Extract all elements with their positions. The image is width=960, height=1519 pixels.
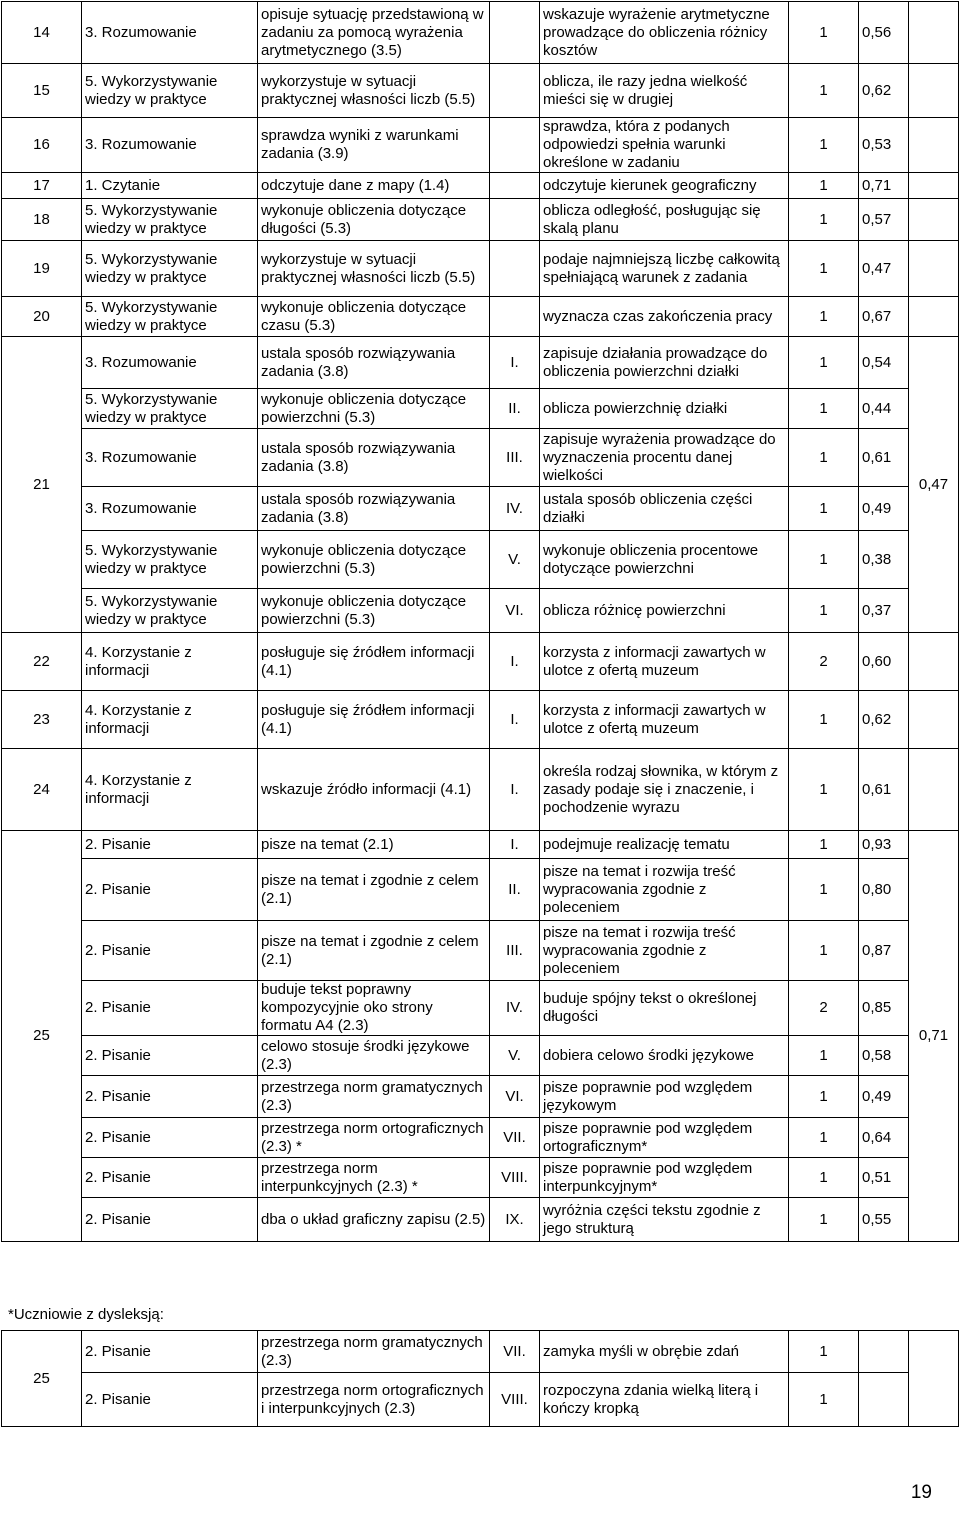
points-cell: 1 — [789, 389, 859, 429]
ease-index-cell: 0,58 — [859, 1036, 909, 1076]
points-cell: 1 — [789, 487, 859, 531]
step-cell: III. — [490, 429, 540, 487]
general-requirement-cell: wykorzystuje w sytuacji praktycznej własności liczb (5.5) — [258, 241, 490, 297]
specific-requirement-cell: korzysta z informacji zawartych w ulotce z ofertą muzeum — [540, 691, 789, 749]
general-requirement-cell: dba o układ graficzny zapisu (2.5) — [258, 1198, 490, 1242]
step-cell: I. — [490, 831, 540, 859]
step-cell — [490, 118, 540, 173]
step-cell: I. — [490, 633, 540, 691]
skill-area-cell: 5. Wykorzystywanie wiedzy w praktyce — [82, 241, 258, 297]
skill-area-cell: 3. Rozumowanie — [82, 487, 258, 531]
step-cell: I. — [490, 691, 540, 749]
table-row — [2, 118, 959, 173]
task-number-cell: 25 — [2, 831, 82, 1242]
step-cell: IV. — [490, 487, 540, 531]
general-requirement-cell: przestrzega norm ortograficznych (2.3) * — [258, 1118, 490, 1158]
ease-index-cell: 0,47 — [859, 241, 909, 297]
ease-index-cell: 0,87 — [859, 921, 909, 981]
points-cell: 1 — [789, 691, 859, 749]
points-cell: 1 — [789, 429, 859, 487]
general-requirement-cell: celowo stosuje środki językowe (2.3) — [258, 1036, 490, 1076]
general-requirement-cell: wykonuje obliczenia dotyczące powierzchni (5.3) — [258, 589, 490, 633]
step-cell: IX. — [490, 1198, 540, 1242]
general-requirement-cell: wykonuje obliczenia dotyczące długości (5.3) — [258, 199, 490, 241]
skill-area-cell: 2. Pisanie — [82, 831, 258, 859]
specific-requirement-cell: zamyka myśli w obrębie zdań — [540, 1331, 789, 1373]
task-number-cell: 19 — [2, 241, 82, 297]
ease-index-cell: 0,49 — [859, 1076, 909, 1118]
step-cell: II. — [490, 859, 540, 921]
table-row — [2, 1036, 959, 1076]
table-row — [2, 389, 959, 429]
table-row — [2, 199, 959, 241]
ease-index-cell: 0,44 — [859, 389, 909, 429]
specific-requirement-cell: oblicza różnicę powierzchni — [540, 589, 789, 633]
general-requirement-cell: przestrzega norm gramatycznych (2.3) — [258, 1076, 490, 1118]
skill-area-cell: 5. Wykorzystywanie wiedzy w praktyce — [82, 64, 258, 118]
table-row — [2, 981, 959, 1036]
specific-requirement-cell: wyróżnia części tekstu zgodnie z jego strukturą — [540, 1198, 789, 1242]
task-ease-total-cell — [909, 1331, 959, 1427]
specific-requirement-cell: określa rodzaj słownika, w którym z zasady podaje się i znaczenie, i pochodzenie wyrazu — [540, 749, 789, 831]
specific-requirement-cell: sprawdza, która z podanych odpowiedzi spełnia warunki określone w zadaniu — [540, 118, 789, 173]
table-row — [2, 633, 959, 691]
points-cell: 1 — [789, 241, 859, 297]
specific-requirement-cell: ustala sposób obliczenia części działki — [540, 487, 789, 531]
task-ease-total-cell — [909, 749, 959, 831]
ease-index-cell: 0,64 — [859, 1118, 909, 1158]
dyslexia-note: *Uczniowie z dysleksją: — [8, 1306, 164, 1323]
ease-index-cell: 0,61 — [859, 429, 909, 487]
task-ease-total-cell — [909, 691, 959, 749]
skill-area-cell: 5. Wykorzystywanie wiedzy w praktyce — [82, 589, 258, 633]
specific-requirement-cell: zapisuje działania prowadzące do obliczenia powierzchni działki — [540, 337, 789, 389]
ease-index-cell: 0,62 — [859, 64, 909, 118]
ease-index-cell: 0,71 — [859, 173, 909, 199]
skill-area-cell: 2. Pisanie — [82, 921, 258, 981]
skill-area-cell: 2. Pisanie — [82, 1076, 258, 1118]
ease-index-cell — [859, 1331, 909, 1373]
ease-index-cell: 0,55 — [859, 1198, 909, 1242]
points-cell: 1 — [789, 118, 859, 173]
ease-index-cell: 0,67 — [859, 297, 909, 337]
specific-requirement-cell: korzysta z informacji zawartych w ulotce z ofertą muzeum — [540, 633, 789, 691]
table-row — [2, 921, 959, 981]
skill-area-cell: 5. Wykorzystywanie wiedzy w praktyce — [82, 297, 258, 337]
skill-area-cell: 2. Pisanie — [82, 1331, 258, 1373]
ease-index-cell: 0,61 — [859, 749, 909, 831]
skill-area-cell: 3. Rozumowanie — [82, 2, 258, 64]
task-ease-total-cell: 0,71 — [909, 831, 959, 1242]
general-requirement-cell: posługuje się źródłem informacji (4.1) — [258, 633, 490, 691]
general-requirement-cell: przestrzega norm ortograficznych i interpunkcyjnych (2.3) — [258, 1373, 490, 1427]
general-requirement-cell: posługuje się źródłem informacji (4.1) — [258, 691, 490, 749]
skill-area-cell: 2. Pisanie — [82, 1373, 258, 1427]
points-cell: 1 — [789, 1118, 859, 1158]
general-requirement-cell: wykonuje obliczenia dotyczące powierzchni (5.3) — [258, 389, 490, 429]
task-number-cell: 21 — [2, 337, 82, 633]
table-row — [2, 859, 959, 921]
skill-area-cell: 2. Pisanie — [82, 1036, 258, 1076]
ease-index-cell: 0,54 — [859, 337, 909, 389]
specific-requirement-cell: pisze na temat i rozwija treść wypracowania zgodnie z poleceniem — [540, 859, 789, 921]
general-requirement-cell: wykorzystuje w sytuacji praktycznej własności liczb (5.5) — [258, 64, 490, 118]
table-row — [2, 1118, 959, 1158]
step-cell — [490, 64, 540, 118]
table-row — [2, 589, 959, 633]
points-cell: 1 — [789, 531, 859, 589]
step-cell — [490, 173, 540, 199]
points-cell: 2 — [789, 981, 859, 1036]
points-cell: 1 — [789, 2, 859, 64]
general-requirement-cell: pisze na temat i zgodnie z celem (2.1) — [258, 859, 490, 921]
page-number: 19 — [910, 1482, 932, 1503]
skill-area-cell: 3. Rozumowanie — [82, 337, 258, 389]
task-number-cell: 14 — [2, 2, 82, 64]
skill-area-cell: 2. Pisanie — [82, 1198, 258, 1242]
step-cell — [490, 199, 540, 241]
skill-area-cell: 4. Korzystanie z informacji — [82, 749, 258, 831]
step-cell: I. — [490, 337, 540, 389]
general-requirement-cell: ustala sposób rozwiązywania zadania (3.8) — [258, 337, 490, 389]
ease-index-cell: 0,38 — [859, 531, 909, 589]
task-ease-total-cell — [909, 297, 959, 337]
general-requirement-cell: ustala sposób rozwiązywania zadania (3.8) — [258, 487, 490, 531]
skill-area-cell: 5. Wykorzystywanie wiedzy w praktyce — [82, 199, 258, 241]
skill-area-cell: 1. Czytanie — [82, 173, 258, 199]
task-number-cell: 18 — [2, 199, 82, 241]
dyslexia-table — [1, 1330, 959, 1427]
step-cell — [490, 241, 540, 297]
task-number-cell: 24 — [2, 749, 82, 831]
points-cell: 2 — [789, 633, 859, 691]
points-cell: 1 — [789, 831, 859, 859]
step-cell: V. — [490, 1036, 540, 1076]
table-row — [2, 749, 959, 831]
step-cell: VI. — [490, 1076, 540, 1118]
table-row — [2, 831, 959, 859]
points-cell: 1 — [789, 337, 859, 389]
ease-index-cell: 0,49 — [859, 487, 909, 531]
task-ease-total-cell — [909, 199, 959, 241]
specific-requirement-cell: podaje najmniejszą liczbę całkowitą spełniającą warunek z zadania — [540, 241, 789, 297]
task-ease-total-cell — [909, 241, 959, 297]
scoring-table — [1, 1, 959, 1242]
specific-requirement-cell: wykonuje obliczenia procentowe dotyczące powierzchni — [540, 531, 789, 589]
points-cell: 1 — [789, 1331, 859, 1373]
specific-requirement-cell: pisze na temat i rozwija treść wypracowania zgodnie z poleceniem — [540, 921, 789, 981]
table-row — [2, 297, 959, 337]
points-cell: 1 — [789, 749, 859, 831]
specific-requirement-cell: buduje spójny tekst o określonej długości — [540, 981, 789, 1036]
general-requirement-cell: pisze na temat (2.1) — [258, 831, 490, 859]
task-ease-total-cell — [909, 118, 959, 173]
general-requirement-cell: sprawdza wyniki z warunkami zadania (3.9) — [258, 118, 490, 173]
points-cell: 1 — [789, 859, 859, 921]
general-requirement-cell: buduje tekst poprawny kompozycyjnie oko strony formatu A4 (2.3) — [258, 981, 490, 1036]
task-number-cell: 23 — [2, 691, 82, 749]
general-requirement-cell: ustala sposób rozwiązywania zadania (3.8) — [258, 429, 490, 487]
ease-index-cell: 0,62 — [859, 691, 909, 749]
points-cell: 1 — [789, 64, 859, 118]
general-requirement-cell: pisze na temat i zgodnie z celem (2.1) — [258, 921, 490, 981]
table-row — [2, 487, 959, 531]
task-number-cell: 17 — [2, 173, 82, 199]
ease-index-cell — [859, 1373, 909, 1427]
skill-area-cell: 5. Wykorzystywanie wiedzy w praktyce — [82, 389, 258, 429]
table-row — [2, 1076, 959, 1118]
ease-index-cell: 0,51 — [859, 1158, 909, 1198]
specific-requirement-cell: oblicza powierzchnię działki — [540, 389, 789, 429]
specific-requirement-cell: oblicza, ile razy jedna wielkość mieści się w drugiej — [540, 64, 789, 118]
step-cell: III. — [490, 921, 540, 981]
table-row — [2, 241, 959, 297]
table-row — [2, 64, 959, 118]
general-requirement-cell: przestrzega norm gramatycznych (2.3) — [258, 1331, 490, 1373]
points-cell: 1 — [789, 297, 859, 337]
skill-area-cell: 2. Pisanie — [82, 981, 258, 1036]
points-cell: 1 — [789, 589, 859, 633]
task-ease-total-cell — [909, 633, 959, 691]
general-requirement-cell: przestrzega norm interpunkcyjnych (2.3) * — [258, 1158, 490, 1198]
skill-area-cell: 3. Rozumowanie — [82, 429, 258, 487]
specific-requirement-cell: dobiera celowo środki językowe — [540, 1036, 789, 1076]
step-cell: I. — [490, 749, 540, 831]
task-number-cell: 16 — [2, 118, 82, 173]
general-requirement-cell: wykonuje obliczenia dotyczące czasu (5.3) — [258, 297, 490, 337]
ease-index-cell: 0,60 — [859, 633, 909, 691]
skill-area-cell: 4. Korzystanie z informacji — [82, 633, 258, 691]
points-cell: 1 — [789, 199, 859, 241]
points-cell: 1 — [789, 1198, 859, 1242]
skill-area-cell: 2. Pisanie — [82, 1118, 258, 1158]
step-cell: VIII. — [490, 1373, 540, 1427]
specific-requirement-cell: podejmuje realizację tematu — [540, 831, 789, 859]
general-requirement-cell: opisuje sytuację przedstawioną w zadaniu za pomocą wyrażenia arytmetycznego (3.5) — [258, 2, 490, 64]
specific-requirement-cell: zapisuje wyrażenia prowadzące do wyznaczenia procentu danej wielkości — [540, 429, 789, 487]
general-requirement-cell: wskazuje źródło informacji (4.1) — [258, 749, 490, 831]
task-ease-total-cell — [909, 64, 959, 118]
task-number-cell: 20 — [2, 297, 82, 337]
specific-requirement-cell: pisze poprawnie pod względem interpunkcyjnym* — [540, 1158, 789, 1198]
table-row — [2, 2, 959, 64]
step-cell: IV. — [490, 981, 540, 1036]
table-row — [2, 429, 959, 487]
points-cell: 1 — [789, 921, 859, 981]
specific-requirement-cell: rozpoczyna zdania wielką literą i kończy kropką — [540, 1373, 789, 1427]
skill-area-cell: 5. Wykorzystywanie wiedzy w praktyce — [82, 531, 258, 589]
table-row — [2, 1331, 959, 1373]
ease-index-cell: 0,53 — [859, 118, 909, 173]
task-ease-total-cell — [909, 2, 959, 64]
skill-area-cell: 2. Pisanie — [82, 859, 258, 921]
skill-area-cell: 4. Korzystanie z informacji — [82, 691, 258, 749]
ease-index-cell: 0,57 — [859, 199, 909, 241]
skill-area-cell: 3. Rozumowanie — [82, 118, 258, 173]
specific-requirement-cell: wyznacza czas zakończenia pracy — [540, 297, 789, 337]
table-row — [2, 173, 959, 199]
ease-index-cell: 0,56 — [859, 2, 909, 64]
points-cell: 1 — [789, 173, 859, 199]
step-cell: VII. — [490, 1118, 540, 1158]
step-cell: V. — [490, 531, 540, 589]
table-row — [2, 1158, 959, 1198]
task-number-cell: 15 — [2, 64, 82, 118]
table-row — [2, 1198, 959, 1242]
table-row — [2, 531, 959, 589]
step-cell: VII. — [490, 1331, 540, 1373]
specific-requirement-cell: pisze poprawnie pod względem ortograficznym* — [540, 1118, 789, 1158]
specific-requirement-cell: pisze poprawnie pod względem językowym — [540, 1076, 789, 1118]
task-number-cell: 22 — [2, 633, 82, 691]
table-row — [2, 691, 959, 749]
task-number-cell: 25 — [2, 1331, 82, 1427]
specific-requirement-cell: oblicza odległość, posługując się skalą planu — [540, 199, 789, 241]
points-cell: 1 — [789, 1036, 859, 1076]
step-cell — [490, 2, 540, 64]
ease-index-cell: 0,37 — [859, 589, 909, 633]
step-cell: II. — [490, 389, 540, 429]
ease-index-cell: 0,93 — [859, 831, 909, 859]
points-cell: 1 — [789, 1158, 859, 1198]
specific-requirement-cell: wskazuje wyrażenie arytmetyczne prowadzące do obliczenia różnicy kosztów — [540, 2, 789, 64]
ease-index-cell: 0,80 — [859, 859, 909, 921]
skill-area-cell: 2. Pisanie — [82, 1158, 258, 1198]
ease-index-cell: 0,85 — [859, 981, 909, 1036]
task-ease-total-cell: 0,47 — [909, 337, 959, 633]
points-cell: 1 — [789, 1076, 859, 1118]
step-cell — [490, 297, 540, 337]
specific-requirement-cell: odczytuje kierunek geograficzny — [540, 173, 789, 199]
step-cell: VIII. — [490, 1158, 540, 1198]
task-ease-total-cell — [909, 173, 959, 199]
table-row — [2, 1373, 959, 1427]
general-requirement-cell: wykonuje obliczenia dotyczące powierzchni (5.3) — [258, 531, 490, 589]
table-row — [2, 337, 959, 389]
points-cell: 1 — [789, 1373, 859, 1427]
step-cell: VI. — [490, 589, 540, 633]
general-requirement-cell: odczytuje dane z mapy (1.4) — [258, 173, 490, 199]
